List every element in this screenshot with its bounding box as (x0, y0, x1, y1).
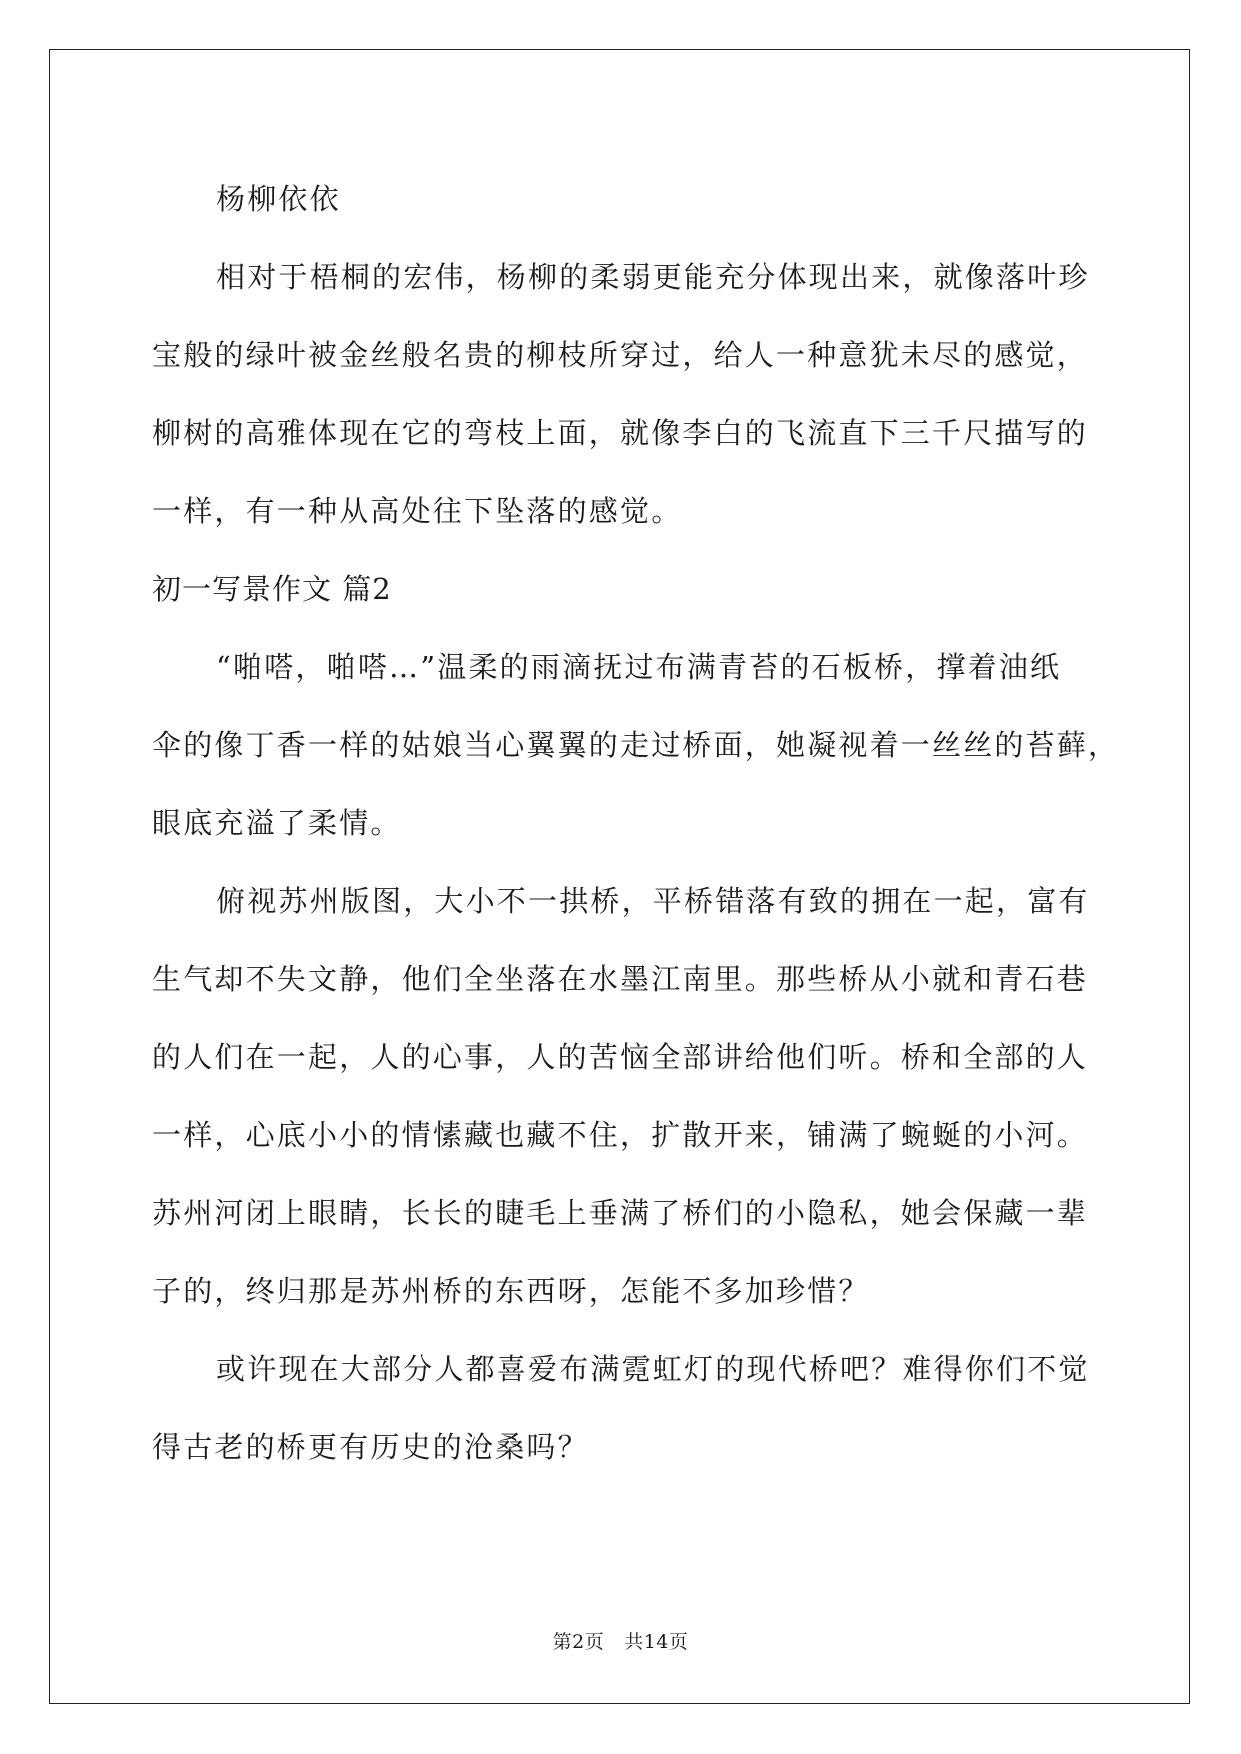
section-subtitle: 杨柳依依 (216, 182, 341, 216)
paragraph-line: 一样，有一种从高处往下坠落的感觉。 (152, 494, 683, 528)
paragraph-line: 的人们在一起，人的心事，人的苦恼全部讲给他们听。桥和全部的人 (152, 1040, 1089, 1074)
paragraph-line: 子的，终归那是苏州桥的东西呀，怎能不多加珍惜？ (152, 1274, 870, 1308)
document-body (152, 160, 1120, 1486)
paragraph-line: 一样，心底小小的情愫藏也藏不住，扩散开来，铺满了蜿蜒的小河。 (152, 1118, 1089, 1152)
paragraph-line: “啪嗒，啪嗒…”温柔的雨滴抚过布满青苔的石板桥，撑着油纸 (216, 650, 1062, 684)
section-heading: 初一写景作文 篇2 (152, 572, 392, 606)
paragraph-line: 俯视苏州版图，大小不一拱桥，平桥错落有致的拥在一起，富有 (216, 884, 1090, 918)
paragraph-line: 生气却不失文静，他们全坐落在水墨江南里。那些桥从小就和青石巷 (152, 962, 1089, 996)
paragraph-line: 柳树的高雅体现在它的弯枝上面，就像李白的飞流直下三千尺描写的 (152, 416, 1089, 450)
paragraph-line: 伞的像丁香一样的姑娘当心翼翼的走过桥面，她凝视着一丝丝的苔藓， (152, 728, 1120, 762)
total-pages: 共14页 (624, 1631, 689, 1653)
page-footer (0, 1627, 1241, 1654)
paragraph-line: 宝般的绿叶被金丝般名贵的柳枝所穿过，给人一种意犹未尽的感觉， (152, 338, 1089, 372)
page-number: 第2页 (552, 1631, 605, 1653)
paragraph-line: 眼底充溢了柔情。 (152, 806, 402, 840)
paragraph-line: 相对于梧桐的宏伟，杨柳的柔弱更能充分体现出来，就像落叶珍 (216, 260, 1090, 294)
paragraph-line: 或许现在大部分人都喜爱布满霓虹灯的现代桥吧？难得你们不觉 (216, 1352, 1090, 1386)
paragraph-line: 得古老的桥更有历史的沧桑吗？ (152, 1430, 589, 1464)
paragraph-line: 苏州河闭上眼睛，长长的睫毛上垂满了桥们的小隐私，她会保藏一辈 (152, 1196, 1089, 1230)
